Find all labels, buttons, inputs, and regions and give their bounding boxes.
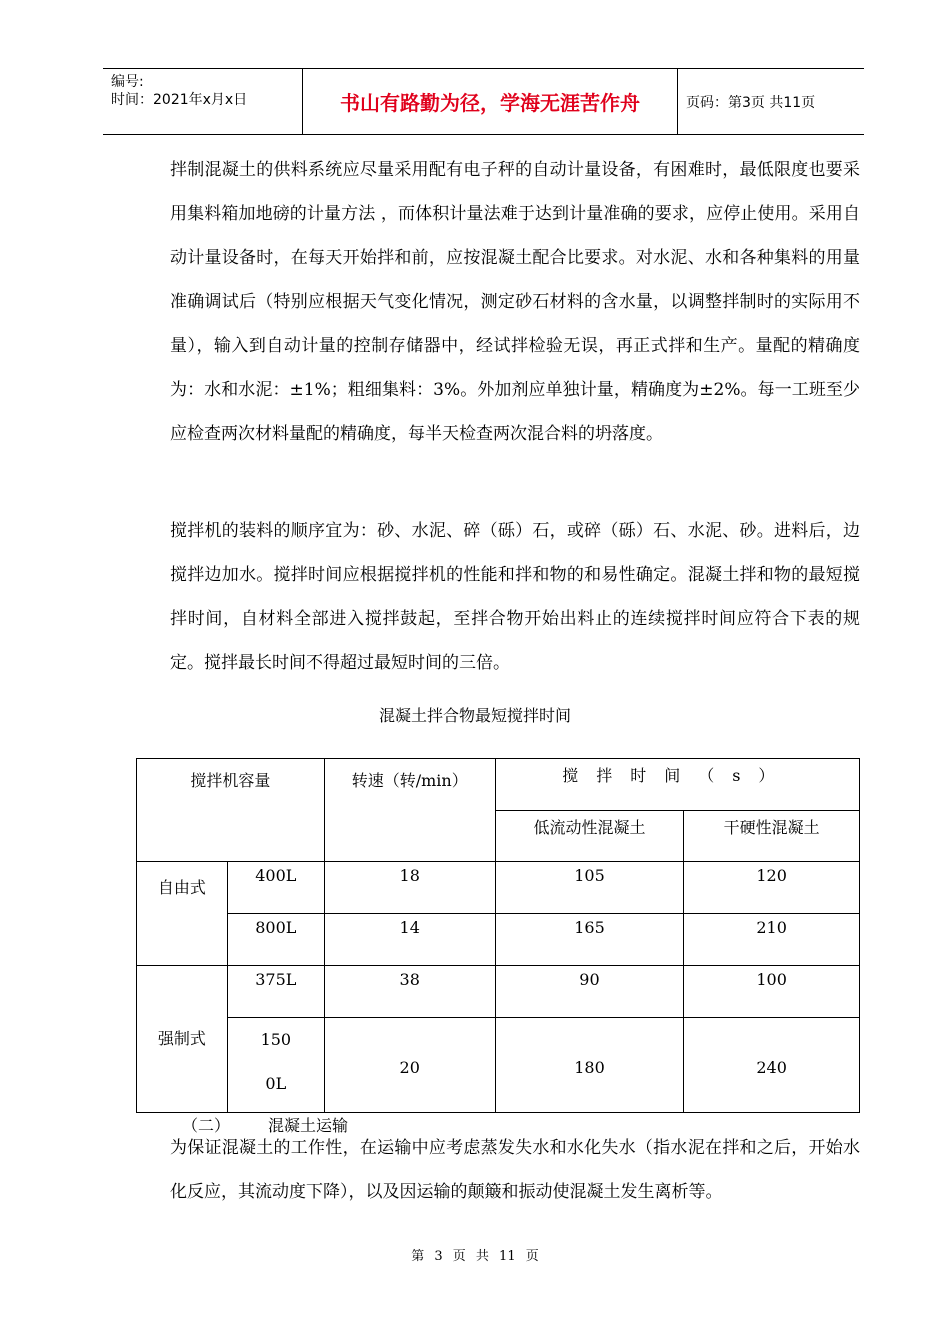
- capacity-cell: 800L: [227, 914, 324, 966]
- page-footer: 第 3 页 共 11 页: [411, 1249, 539, 1264]
- page-header: [103, 68, 864, 135]
- speed-cell: 18: [324, 862, 495, 914]
- speed-cell: 14: [324, 914, 495, 966]
- header-page-label: 页码：第3页 共11页: [686, 94, 816, 111]
- table-caption: 混凝土拌合物最短搅拌时间: [378, 706, 571, 725]
- low-flow-time-cell: 180: [495, 1018, 684, 1113]
- table-row: [137, 914, 860, 966]
- paragraph-metering: 拌制混凝土的供料系统应尽量采用配有电子秤的自动计量设备，有困难时，最低限度也要采用集料箱加地磅的计量方法 ，而体积计量法难于达到计量准确的要求，应停止使用。采用自动计量设备时，在每天开始拌和前，应按混凝土配合比要求。对水泥、水和各种集料的用量准确调试后（特别应根据天气变化情况，测定砂石材料的含水量，以调整拌制时的实际用不量），输入到自动计量的控制存储器中，经试拌检验无误，再正式拌和生产。量配的精确度为：水和水泥：±1%；粗细集料：3%。外加剂应单独计量，精确度为±2%。每一工班至少应检查两次材料量配的精确度，每半天检查两次混合料的坍落度。: [170, 160, 860, 444]
- speed-cell: 38: [324, 966, 495, 1018]
- low-flow-time-cell: 90: [495, 966, 684, 1018]
- table-header-mix-time: 搅拌时间（s）: [495, 759, 859, 811]
- dry-hard-time-cell: 210: [684, 914, 860, 966]
- table-row: [137, 862, 860, 914]
- header-motto: 书山有路勤为径，学海无涯苦作舟: [303, 69, 678, 134]
- table-header-low-flow: 低流动性混凝土: [495, 811, 684, 862]
- mixing-time-table: [136, 758, 860, 1113]
- dry-hard-time-cell: 120: [684, 862, 860, 914]
- header-meta: [103, 69, 303, 134]
- paragraph-transport: 为保证混凝土的工作性，在运输中应考虑蒸发失水和水化失水（指水泥在拌和之后，开始水化反应，其流动度下降），以及因运输的颠簸和振动使混凝土发生离析等。: [170, 1138, 860, 1202]
- capacity-cell: 1500L: [227, 1018, 324, 1113]
- capacity-cell: 400L: [227, 862, 324, 914]
- section-number: （二）: [182, 1116, 231, 1135]
- paragraph-mixing-order: 搅拌机的装料的顺序宜为：砂、水泥、碎（砾）石，或碎（砾）石、水泥、砂。进料后，边搅拌边加水。搅拌时间应根据搅拌机的性能和拌和物的和易性确定。混凝土拌和物的最短搅拌时间，自材料全部进入搅拌鼓起，至拌合物开始出料止的连续搅拌时间应符合下表的规定。搅拌最长时间不得超过最短时间的三倍。: [170, 521, 860, 673]
- section-title: 混凝土运输: [268, 1116, 349, 1135]
- capacity-cell: 375L: [227, 966, 324, 1018]
- speed-cell: 20: [324, 1018, 495, 1113]
- document-number-label: 编号:: [111, 74, 144, 90]
- table-row: [137, 966, 860, 1018]
- table-header-mixer-capacity: 搅拌机容量: [137, 759, 325, 862]
- mixer-type-cell: 自由式: [137, 862, 228, 966]
- table-header-dry-hard: 干硬性混凝土: [684, 811, 860, 862]
- mixer-type-cell: 强制式: [137, 966, 228, 1113]
- document-time-label: 时间：2021年x月x日: [111, 92, 248, 108]
- dry-hard-time-cell: 100: [684, 966, 860, 1018]
- dry-hard-time-cell: 240: [684, 1018, 860, 1113]
- table-header-speed: 转速（转/min）: [324, 759, 495, 862]
- table-row: [137, 1018, 860, 1113]
- low-flow-time-cell: 165: [495, 914, 684, 966]
- low-flow-time-cell: 105: [495, 862, 684, 914]
